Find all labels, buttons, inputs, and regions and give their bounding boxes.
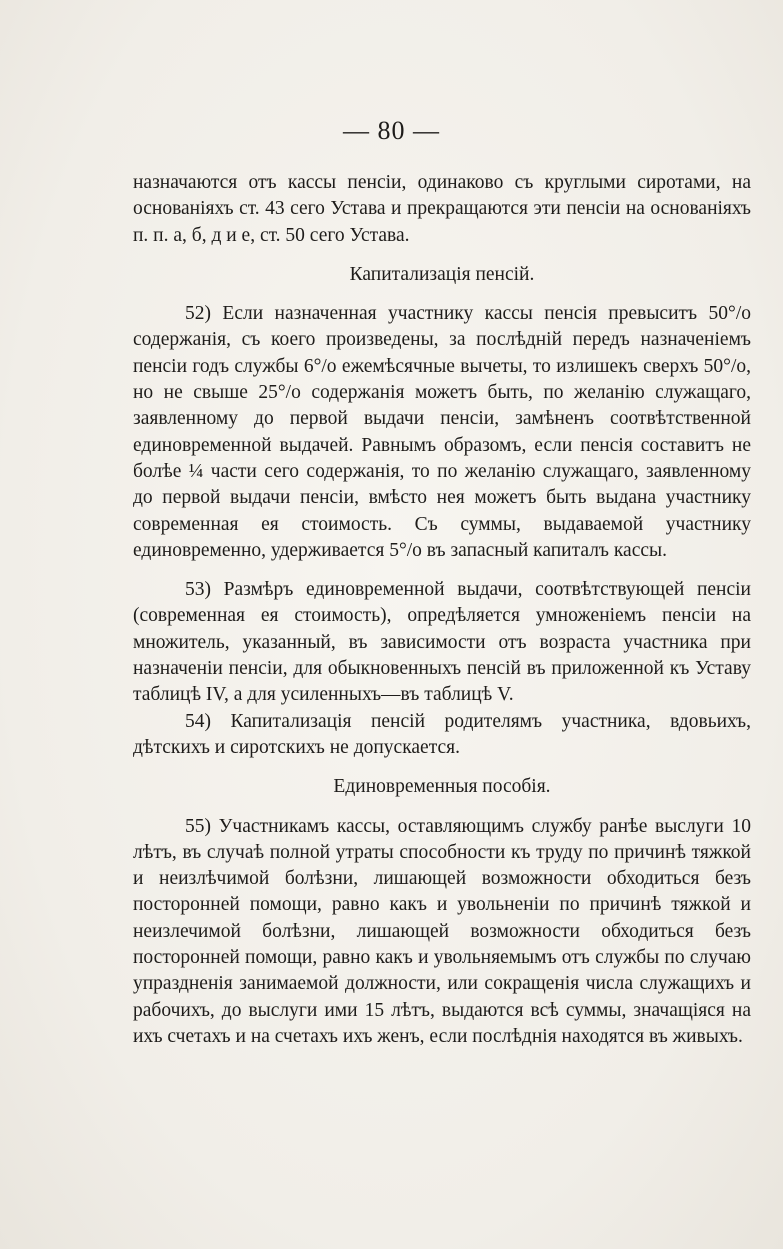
spacer bbox=[133, 761, 751, 774]
section-heading-capitalization: Капитализація пенсій. bbox=[349, 263, 535, 285]
paragraph-53: 53) Размѣръ единовременной выдачи, соотвѣтствующей пенсіи (современная ея стоимость), опредѣляется умноженіемъ пенсіи на множитель, указанный, въ зависимости отъ возраста участника при назначеніи пенсіи, для обыкновенныхъ пенсій въ приложенной къ Уставу таблицѣ IV, а для усиленныхъ—въ таблицѣ V. bbox=[133, 579, 751, 706]
spacer bbox=[133, 288, 751, 301]
paragraph-52: 52) Если назначенная участнику кассы пенсія превыситъ 50°/о содержанія, съ коего произведены, за послѣдній передъ назначеніемъ пенсіи годъ службы 6°/о ежемѣсячные вычеты, то излишекъ сверхъ 50°/о, но не свыше 25°/о содержанія можетъ быть, по желанію служащаго, заявленному до первой выдачи пенсіи, замѣненъ соотвѣтственной единовременной выдачей. Равнымъ образомъ, если пенсія составитъ не болѣе ¼ части сего содержанія, то по желанію служащаго, заявленному до первой выдачи пенсіи, вмѣсто нея можетъ быть выдана участнику современная ея стоимость. Съ суммы, выдаваемой участнику единовременно, удерживается 5°/о въ запасный капиталъ кассы. bbox=[133, 303, 751, 561]
document-body bbox=[133, 170, 751, 1050]
page-number: — 80 — bbox=[343, 116, 440, 145]
paragraph-54: 54) Капитализація пенсій родителямъ участника, вдовьихъ, дѣтскихъ и сиротскихъ не допускается. bbox=[133, 710, 751, 758]
spacer bbox=[133, 249, 751, 262]
spacer bbox=[133, 564, 751, 577]
paragraph-55: 55) Участникамъ кассы, оставляющимъ службу ранѣе выслуги 10 лѣтъ, въ случаѣ полной утраты способности къ труду по причинѣ тяжкой и неизлѣчимой болѣзни, лишающей возможности обходиться безъ посторонней помощи, равно какъ и увольненіи по причинѣ тяжкой и неизлечимой болѣзни, лишающей возможности обходиться безъ посторонней помощи, равно какъ и увольняемымъ отъ службы по случаю упраздненія занимаемой должности, или сокращенія числа служащихъ и рабочихъ, до выслуги ими 15 лѣтъ, выдаются всѣ суммы, значащіяся на ихъ счетахъ и на счетахъ ихъ женъ, если послѣднія находятся въ живыхъ. bbox=[133, 815, 751, 1047]
paragraph-continuation: назначаются отъ кассы пенсіи, одинаково съ круглыми сиротами, на основаніяхъ ст. 43 сего Устава и прекращаются эти пенсіи на основаніяхъ п. п. а, б, д и е, ст. 50 сего Устава. bbox=[133, 172, 751, 246]
spacer bbox=[133, 801, 751, 814]
section-heading-lump-sum: Единовременныя пособія. bbox=[333, 776, 551, 798]
